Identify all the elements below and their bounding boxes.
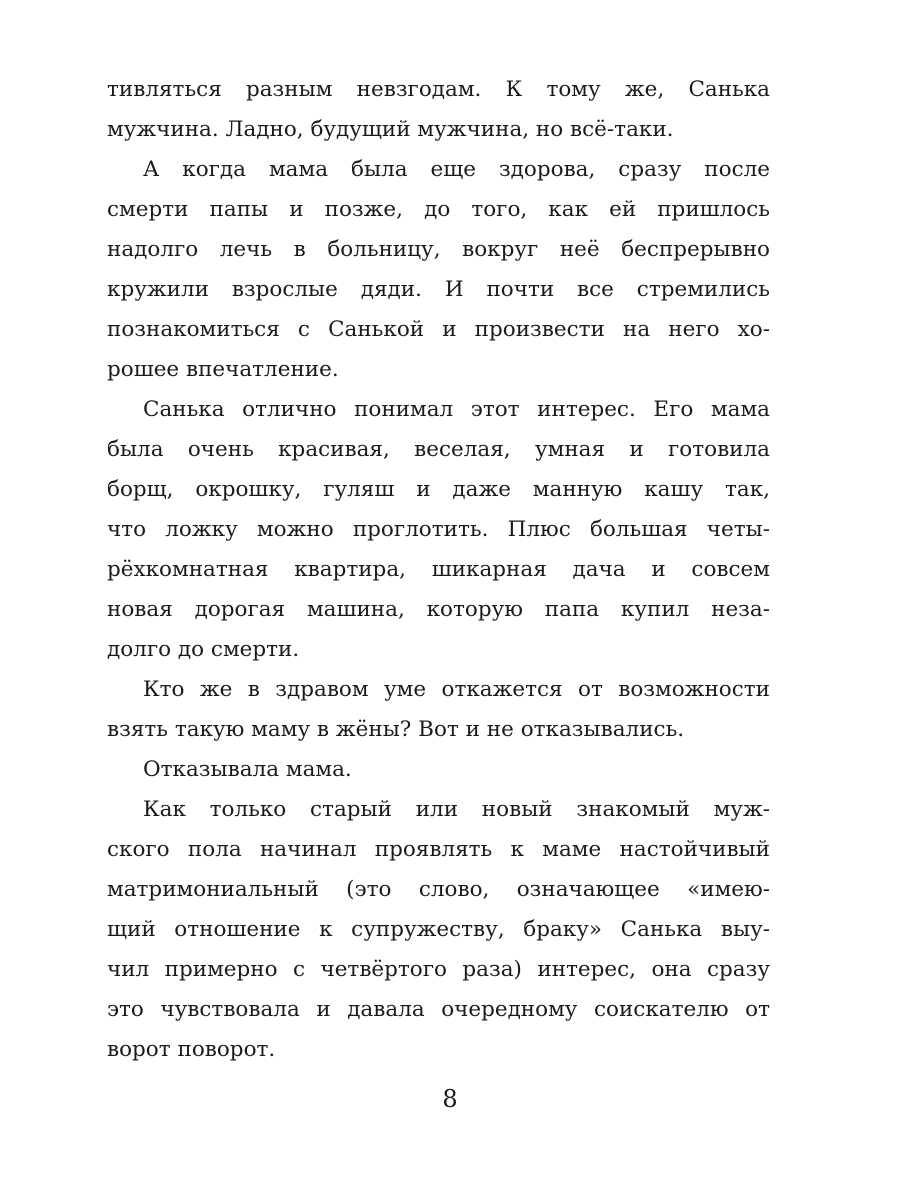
text-line: Кто же в здравом уме откажется от возможности — [143, 677, 770, 702]
text-line: тивляться разным невзгодам. К тому же, Санька — [107, 77, 770, 102]
body-text — [107, 70, 770, 1070]
text-line: новая дорогая машина, которую папа купил неза- — [107, 597, 770, 622]
text-line: А когда мама была еще здорова, сразу после — [143, 157, 770, 182]
text-line: кружили взрослые дяди. И почти все стремились — [107, 277, 770, 302]
paragraph-6 — [107, 790, 770, 1070]
text-line: долго до смерти. — [107, 637, 300, 662]
text-line: ворот поворот. — [107, 1037, 276, 1062]
text-line: Санька отлично понимал этот интерес. Его мама — [143, 397, 770, 422]
paragraph-3 — [107, 390, 770, 670]
text-line: это чувствовала и давала очередному соискателю от — [107, 997, 770, 1022]
text-line: познакомиться с Санькой и произвести на него хо- — [107, 317, 770, 342]
text-line: ского пола начинал проявлять к маме настойчивый — [107, 837, 770, 862]
paragraph-1 — [107, 70, 770, 150]
text-line: Отказывала мама. — [143, 757, 352, 782]
text-line: борщ, окрошку, гуляш и даже манную кашу так, — [107, 477, 770, 502]
paragraph-4 — [107, 670, 770, 750]
text-line: смерти папы и позже, до того, как ей пришлось — [107, 197, 770, 222]
text-line: рёхкомнатная квартира, шикарная дача и совсем — [107, 557, 770, 582]
text-line: чил примерно с четвёртого раза) интерес, она сразу — [107, 957, 770, 982]
text-line: была очень красивая, веселая, умная и готовила — [107, 437, 770, 462]
text-line: что ложку можно проглотить. Плюс большая четы- — [107, 517, 770, 542]
page-number: 8 — [442, 1085, 458, 1113]
paragraph-2 — [107, 150, 770, 390]
text-line: взять такую маму в жёны? Вот и не отказывались. — [107, 717, 685, 742]
text-line: надолго лечь в больницу, вокруг неё беспрерывно — [107, 237, 770, 262]
text-line: Как только старый или новый знакомый муж- — [143, 797, 770, 822]
text-line: щий отношение к супружеству, браку» Санька выу- — [107, 917, 770, 942]
text-line: мужчина. Ладно, будущий мужчина, но всё-таки. — [107, 117, 674, 142]
paragraph-5 — [107, 750, 770, 790]
text-line: матримониальный (это слово, означающее «имею- — [107, 877, 770, 902]
text-line: рошее впечатление. — [107, 357, 339, 382]
